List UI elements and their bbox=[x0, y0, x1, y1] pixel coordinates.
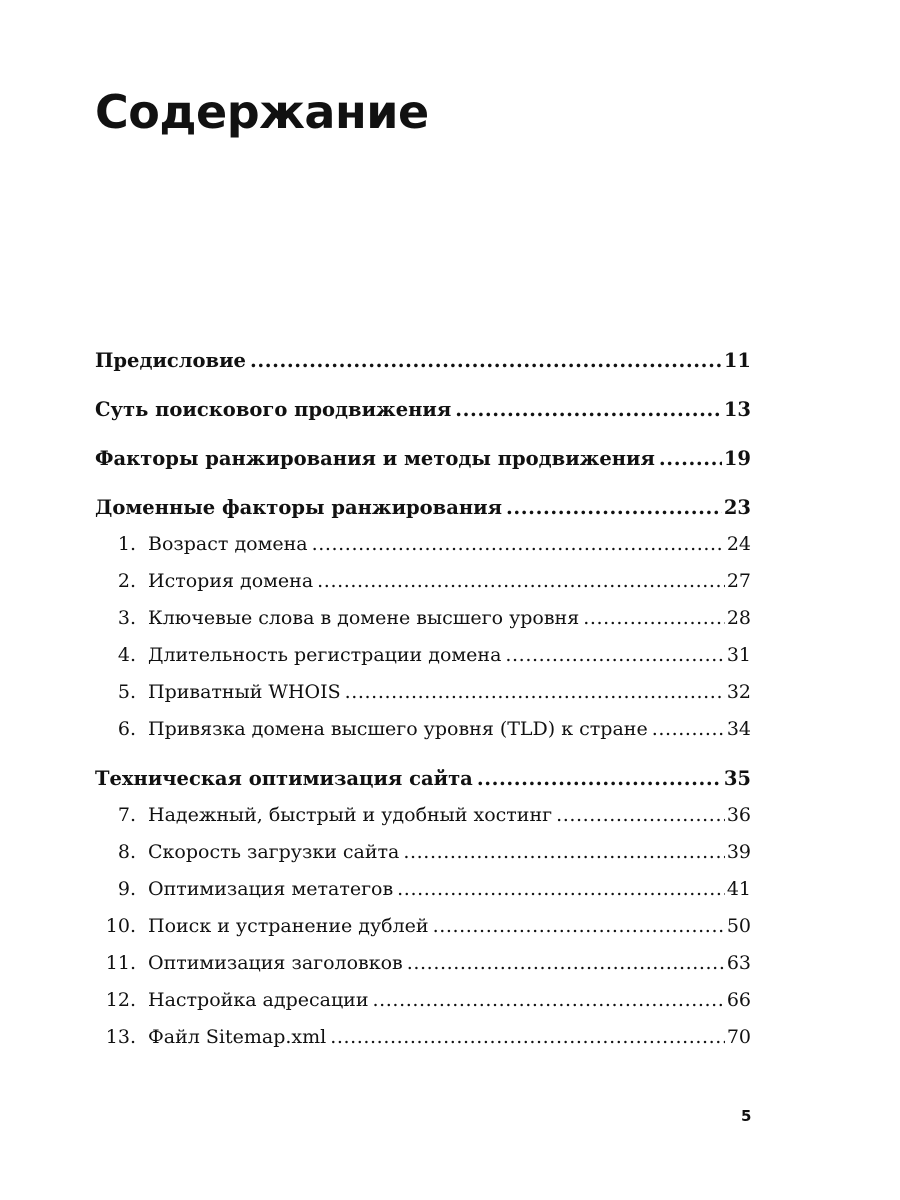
toc-item-title: Поиск и устранение дублей bbox=[148, 915, 429, 937]
toc-item-number: 3. bbox=[117, 607, 136, 629]
toc-item-number: 6. bbox=[117, 718, 136, 740]
toc-item-title: Настройка адресации bbox=[148, 989, 369, 1011]
toc-page-number: 13 bbox=[723, 398, 751, 421]
dot-leader bbox=[250, 342, 722, 379]
toc-item-number: 1. bbox=[117, 533, 136, 555]
dot-leader bbox=[312, 526, 725, 563]
toc-page-number: 50 bbox=[726, 915, 751, 937]
toc-item[interactable] bbox=[95, 1019, 751, 1056]
toc-chapter-title: Доменные факторы ранжирования bbox=[95, 496, 503, 519]
toc-chapter[interactable] bbox=[95, 489, 751, 526]
dot-leader bbox=[403, 834, 724, 871]
toc-item-title: Надежный, быстрый и удобный хостинг bbox=[148, 804, 553, 826]
toc-page-number: 35 bbox=[723, 767, 751, 790]
table-of-contents bbox=[95, 342, 751, 1056]
toc-chapter-title: Техническая оптимизация сайта bbox=[95, 767, 473, 790]
dot-leader bbox=[433, 908, 725, 945]
toc-item-title: Скорость загрузки сайта bbox=[148, 841, 400, 863]
dot-leader bbox=[407, 945, 725, 982]
toc-item-number: 11. bbox=[105, 952, 136, 974]
toc-page-number: 66 bbox=[726, 989, 751, 1011]
dot-leader bbox=[477, 760, 722, 797]
toc-page-number: 19 bbox=[723, 447, 751, 470]
toc-item-title: Оптимизация заголовков bbox=[148, 952, 403, 974]
page-title: Содержание bbox=[95, 85, 429, 139]
toc-page-number: 24 bbox=[726, 533, 751, 555]
dot-leader bbox=[397, 871, 725, 908]
dot-leader bbox=[345, 674, 725, 711]
dot-leader bbox=[505, 637, 724, 674]
toc-item-number: 4. bbox=[117, 644, 136, 666]
toc-item-number: 7. bbox=[117, 804, 136, 826]
toc-page-number: 31 bbox=[726, 644, 751, 666]
toc-item-number: 2. bbox=[117, 570, 136, 592]
toc-page-number: 41 bbox=[726, 878, 751, 900]
toc-item-number: 13. bbox=[105, 1026, 136, 1048]
dot-leader bbox=[317, 563, 725, 600]
toc-chapter-title: Факторы ранжирования и методы продвижения bbox=[95, 447, 655, 470]
dot-leader bbox=[373, 982, 725, 1019]
dot-leader bbox=[556, 797, 725, 834]
toc-item-title: Возраст домена bbox=[148, 533, 308, 555]
toc-item[interactable] bbox=[95, 563, 751, 600]
dot-leader bbox=[330, 1019, 725, 1056]
toc-page-number: 27 bbox=[726, 570, 751, 592]
toc-chapter-title: Предисловие bbox=[95, 349, 246, 372]
toc-item[interactable] bbox=[95, 711, 751, 748]
toc-item[interactable] bbox=[95, 834, 751, 871]
toc-item-title: Ключевые слова в домене высшего уровня bbox=[148, 607, 580, 629]
toc-item-title: Длительность регистрации домена bbox=[148, 644, 502, 666]
toc-item[interactable] bbox=[95, 526, 751, 563]
dot-leader bbox=[506, 489, 722, 526]
toc-item-title: История домена bbox=[148, 570, 314, 592]
toc-item-title: Оптимизация метатегов bbox=[148, 878, 394, 900]
dot-leader bbox=[455, 391, 722, 428]
toc-item[interactable] bbox=[95, 945, 751, 982]
toc-chapter[interactable] bbox=[95, 760, 751, 797]
toc-item[interactable] bbox=[95, 908, 751, 945]
toc-chapter-title: Суть поискового продвижения bbox=[95, 398, 452, 421]
toc-item[interactable] bbox=[95, 982, 751, 1019]
toc-item-title: Привязка домена высшего уровня (TLD) к стране bbox=[148, 718, 648, 740]
toc-page-number: 63 bbox=[726, 952, 751, 974]
toc-item-title: Приватный WHOIS bbox=[148, 681, 341, 703]
toc-item-number: 10. bbox=[105, 915, 136, 937]
toc-item[interactable] bbox=[95, 674, 751, 711]
toc-item[interactable] bbox=[95, 600, 751, 637]
page-number: 5 bbox=[741, 1107, 752, 1125]
toc-chapter[interactable] bbox=[95, 391, 751, 428]
toc-item[interactable] bbox=[95, 871, 751, 908]
toc-page-number: 36 bbox=[726, 804, 751, 826]
toc-page-number: 23 bbox=[723, 496, 751, 519]
toc-page-number: 34 bbox=[726, 718, 751, 740]
toc-page-number: 32 bbox=[726, 681, 751, 703]
toc-page-number: 11 bbox=[723, 349, 751, 372]
toc-page-number: 28 bbox=[726, 607, 751, 629]
toc-item-title: Файл Sitemap.xml bbox=[148, 1026, 327, 1048]
dot-leader bbox=[659, 440, 722, 477]
toc-item[interactable] bbox=[95, 797, 751, 834]
dot-leader bbox=[652, 711, 725, 748]
toc-item-number: 12. bbox=[105, 989, 136, 1011]
toc-page-number: 39 bbox=[726, 841, 751, 863]
toc-item-number: 9. bbox=[117, 878, 136, 900]
toc-item-number: 5. bbox=[117, 681, 136, 703]
dot-leader bbox=[583, 600, 725, 637]
toc-chapter[interactable] bbox=[95, 440, 751, 477]
toc-page-number: 70 bbox=[726, 1026, 751, 1048]
toc-item[interactable] bbox=[95, 637, 751, 674]
toc-item-number: 8. bbox=[117, 841, 136, 863]
toc-chapter[interactable] bbox=[95, 342, 751, 379]
